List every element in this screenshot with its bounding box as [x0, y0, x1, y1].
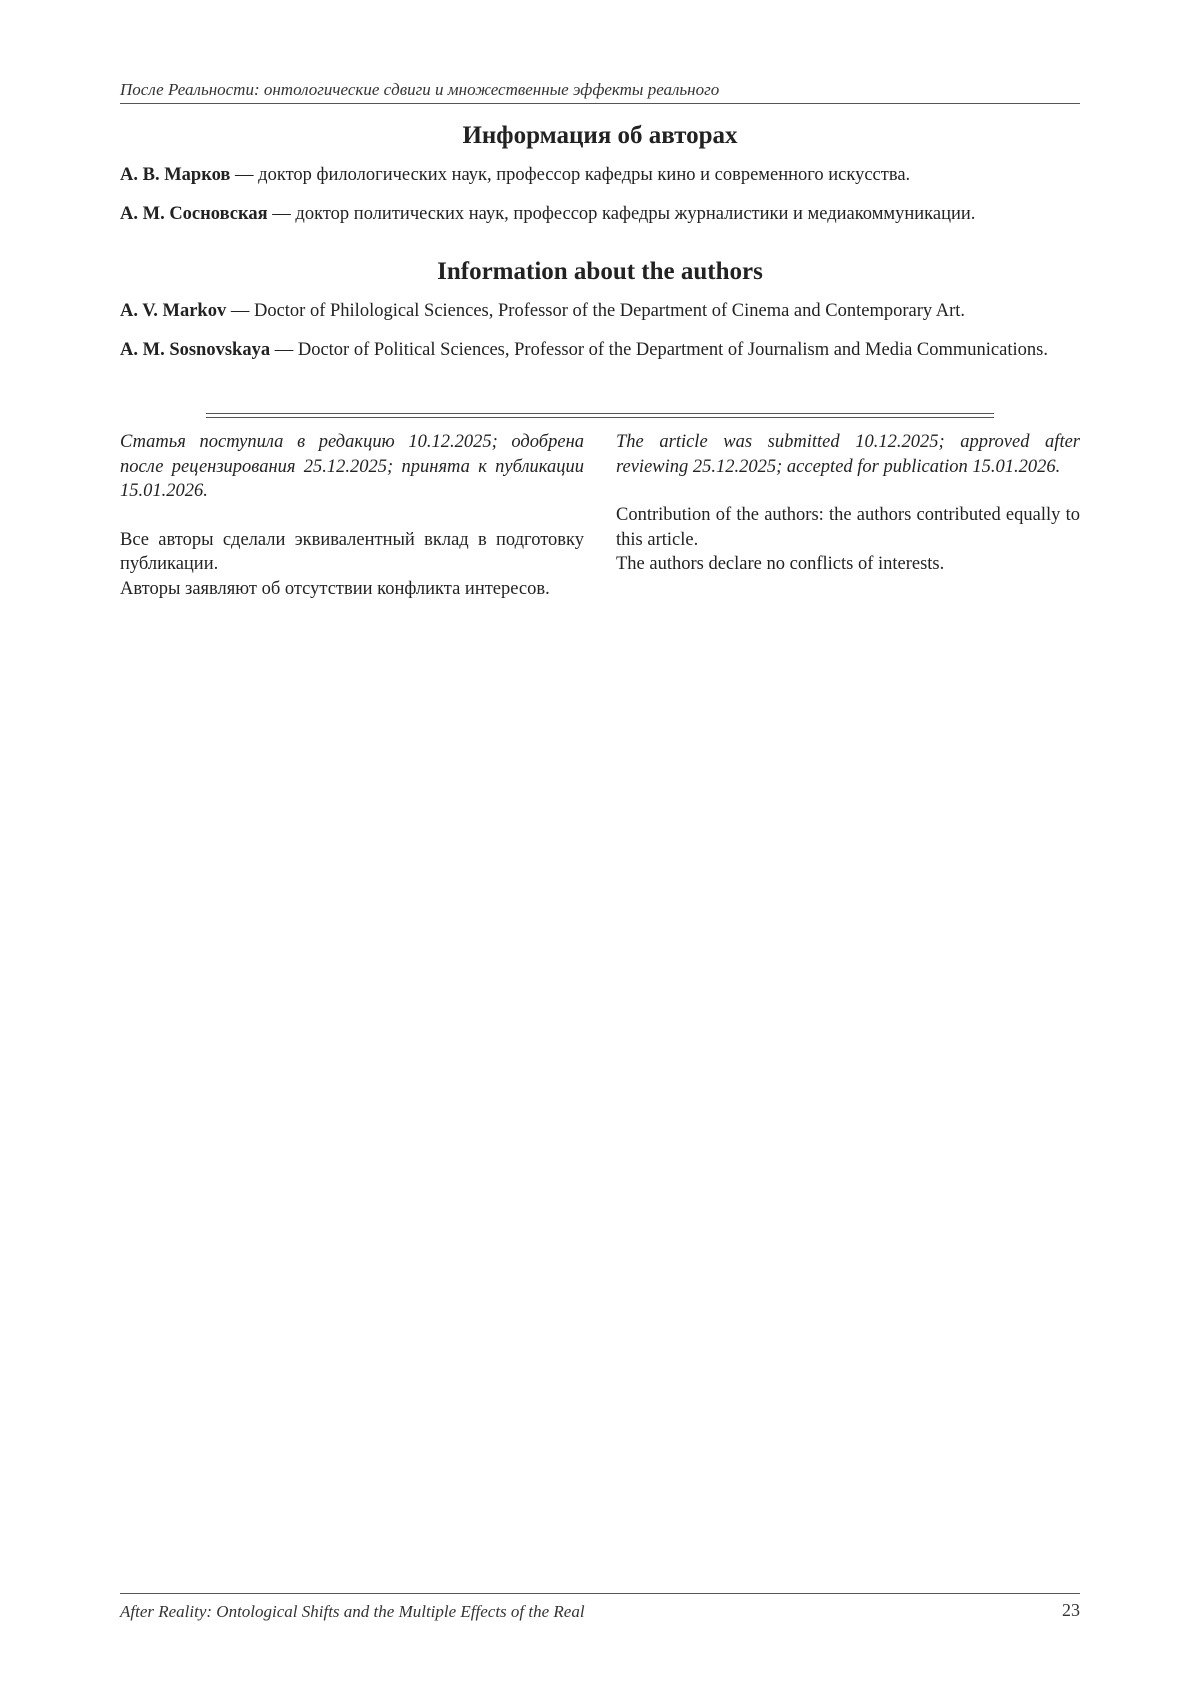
author-description: — Doctor of Political Sciences, Professor of the Department of Journalism and Media Communications.	[270, 340, 1048, 360]
footer-divider	[120, 1593, 1080, 1594]
en-publication-info	[616, 430, 1080, 577]
header-divider	[120, 103, 1080, 104]
en-submission-dates: The article was submitted 10.12.2025; approved after reviewing 25.12.2025; accepted for publication 15.01.2026.	[616, 432, 1080, 477]
section-double-divider	[206, 413, 994, 418]
en-contribution-statement: Contribution of the authors: the authors contributed equally to this article.	[616, 505, 1080, 550]
author-name: A. V. Markov	[120, 301, 227, 321]
en-author-entry	[120, 337, 1080, 363]
en-conflict-statement: The authors declare no conflicts of interests.	[616, 554, 945, 574]
ru-section-heading: Информация об авторах	[462, 122, 738, 149]
author-description: — доктор филологических наук, профессор кафедры кино и современного искусства.	[230, 165, 911, 185]
author-description: — Doctor of Philological Sciences, Professor of the Department of Cinema and Contemporary Art.	[226, 301, 966, 321]
author-name: А. М. Сосновская	[120, 204, 268, 224]
ru-authors-section	[120, 122, 1080, 240]
author-name: A. M. Sosnovskaya	[120, 340, 271, 360]
running-header: После Реальности: онтологические сдвиги и множественные эффекты реального	[120, 80, 720, 99]
page-number: 23	[1062, 1600, 1080, 1620]
author-description: — доктор политических наук, профессор кафедры журналистики и медиакоммуникации.	[267, 204, 976, 224]
running-footer: After Reality: Ontological Shifts and the Multiple Effects of the Real	[120, 1602, 585, 1621]
ru-publication-info	[120, 430, 584, 601]
ru-submission-dates: Статья поступила в редакцию 10.12.2025; одобрена после рецензирования 25.12.2025; принята к публикации 15.01.2026.	[120, 432, 584, 501]
en-author-entry	[120, 298, 1080, 324]
ru-contribution-statement: Все авторы сделали эквивалентный вклад в подготовку публикации.	[120, 529, 584, 574]
author-name: А. В. Марков	[120, 165, 231, 185]
en-authors-section	[120, 258, 1080, 376]
ru-conflict-statement: Авторы заявляют об отсутствии конфликта интересов.	[120, 578, 550, 599]
ru-author-entry	[120, 201, 1080, 227]
en-section-heading: Information about the authors	[437, 258, 763, 285]
ru-author-entry	[120, 162, 1080, 188]
